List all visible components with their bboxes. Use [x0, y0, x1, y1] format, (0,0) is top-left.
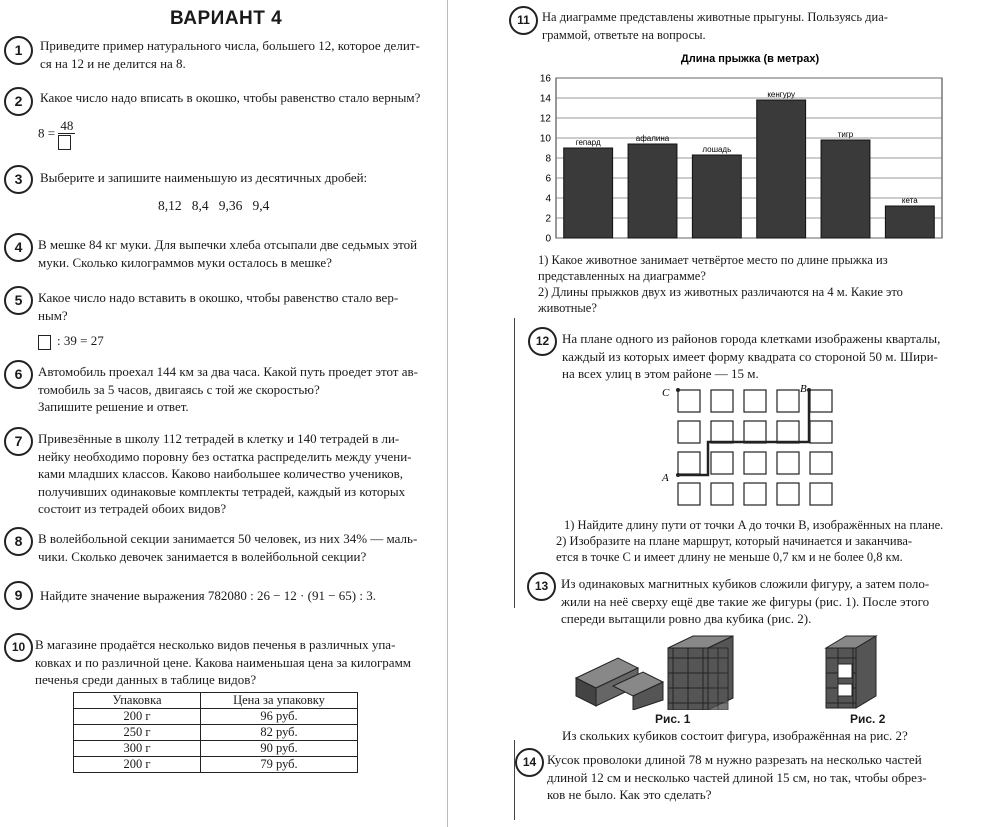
table-header: Цена за упаковку — [201, 693, 358, 709]
bar-гепард — [564, 148, 613, 238]
city-block — [810, 390, 832, 412]
bar-афалина — [628, 144, 677, 238]
problem-number: 12 — [528, 327, 557, 356]
problem-number: 5 — [4, 286, 33, 315]
point-c-label: C — [662, 387, 670, 399]
city-block — [744, 452, 766, 474]
y-tick-label: 4 — [545, 193, 551, 205]
y-tick-label: 14 — [539, 93, 551, 105]
chart-title: Длина прыжка (в метрах) — [680, 53, 820, 65]
table-cell: 300 г — [74, 741, 201, 757]
problem-text: Кусок проволоки длиной 78 м нужно разрезать на несколько частей длиной 12 см и несколько частей длиной 15 см, но так, чтобы обрез- ков не было. Как это сделать? — [547, 752, 927, 802]
fraction: 48 — [58, 119, 75, 150]
city-block — [744, 483, 766, 505]
bar-кета — [885, 206, 934, 238]
problem-7 — [0, 427, 448, 522]
bar-тигр — [821, 140, 870, 238]
city-block — [711, 483, 733, 505]
problem-10 — [0, 633, 448, 693]
figure-2-caption: Рис. 2 — [850, 712, 886, 726]
bar-label: афалина — [635, 134, 670, 143]
problem-3 — [0, 165, 448, 220]
table-cell: 250 г — [74, 725, 201, 741]
problem-14 — [450, 748, 1000, 818]
y-tick-label: 2 — [545, 213, 551, 225]
table-header-row — [74, 693, 358, 709]
problem-number: 8 — [4, 527, 33, 556]
bar-label: гепард — [575, 138, 601, 147]
table-row — [74, 725, 358, 741]
city-block — [777, 421, 799, 443]
bar-лошадь — [692, 155, 741, 238]
city-block — [777, 390, 799, 412]
problem-text: Какое число надо вписать в окошко, чтобы равенство стало верным? — [40, 90, 421, 105]
problem-2 — [0, 85, 448, 155]
table-cell: 200 г — [74, 757, 201, 773]
point-a — [676, 473, 680, 477]
variant-title: ВАРИАНТ 4 — [170, 8, 283, 29]
table-cell: 96 руб. — [201, 709, 358, 725]
problem-text: Какое число надо вставить в окошко, чтобы равенство стало вер- ным? — [38, 290, 399, 323]
equation: 8 = 48 — [38, 119, 75, 150]
table-cell: 200 г — [74, 709, 201, 725]
bar-label: тигр — [837, 130, 854, 139]
problem-1 — [0, 33, 448, 78]
problem-12 — [450, 327, 1000, 387]
figure-2-tower — [826, 636, 876, 708]
city-block — [810, 421, 832, 443]
right-page — [450, 0, 1000, 827]
problem-13-question: Из скольких кубиков состоит фигура, изображённая на рис. 2? — [562, 728, 908, 743]
problem-text: На плане одного из районов города клетками изображены кварталы, каждый из которых имеет форму квадрата со стороной 50 м. Шири- на всех улиц в этом районе — 15 м. — [562, 331, 941, 381]
problem-6 — [0, 360, 448, 420]
equation: : 39 = 27 — [38, 332, 104, 350]
figure-1-caption: Рис. 1 — [655, 712, 691, 726]
problem-4 — [0, 233, 448, 278]
problem-text: Из одинаковых магнитных кубиков сложили фигуру, а затем поло- жили на неё сверху ещё две такие же фигуры (рис. 1). После этого спереди вытащили ровно два кубика (рис. 2). — [561, 576, 930, 626]
bar-label: кета — [901, 196, 918, 205]
problem-number: 10 — [4, 633, 33, 662]
problem-text: На диаграмме представлены животные прыгуны. Пользуясь диа- граммой, ответьте на вопросы. — [542, 10, 888, 42]
price-table — [73, 692, 358, 773]
jump-length-chart — [530, 48, 950, 248]
city-block — [678, 421, 700, 443]
problem-number: 9 — [4, 581, 33, 610]
table-row — [74, 757, 358, 773]
bar-label: кенгуру — [767, 90, 795, 99]
table-cell: 82 руб. — [201, 725, 358, 741]
cube-figures — [568, 628, 948, 710]
problem-11-questions: 1) Какое животное занимает четвёртое место по длине прыжка из представленных на диаграмме? 2) Длины прыжков двух из животных различаются на 4 м. Какие это животные? — [538, 253, 903, 315]
problem-number: 2 — [4, 87, 33, 116]
bar-label: лошадь — [702, 145, 732, 154]
problem-number: 11 — [509, 6, 538, 35]
problem-text: В магазине продаётся несколько видов печенья в различных упа- ковках и по различной цене. Какова наименьшая цена за килограмм печенья среди данных в таблице видов? — [35, 637, 412, 687]
point-a-label: A — [662, 472, 669, 484]
decimal-options: 8,12 8,4 9,36 9,4 — [158, 198, 270, 213]
problem-5 — [0, 286, 448, 356]
city-block — [678, 390, 700, 412]
y-tick-label: 8 — [545, 153, 551, 165]
city-block — [711, 390, 733, 412]
y-tick-label: 6 — [545, 173, 551, 185]
table-row — [74, 709, 358, 725]
city-block — [678, 452, 700, 474]
problem-number: 13 — [527, 572, 556, 601]
problem-number: 6 — [4, 360, 33, 389]
city-block — [711, 452, 733, 474]
city-block — [810, 452, 832, 474]
problem-8 — [0, 527, 448, 572]
problem-number: 4 — [4, 233, 33, 262]
y-tick-label: 0 — [545, 233, 551, 245]
problem-number: 14 — [515, 748, 544, 777]
city-block — [810, 483, 832, 505]
city-block — [777, 452, 799, 474]
answer-box — [58, 135, 71, 150]
table-cell: 90 руб. — [201, 741, 358, 757]
problem-text: Найдите значение выражения 782080 : 26 − 12 · (91 − 65) : 3. — [40, 588, 376, 603]
city-block — [678, 483, 700, 505]
table-row — [74, 741, 358, 757]
table-cell: 79 руб. — [201, 757, 358, 773]
problem-number: 3 — [4, 165, 33, 194]
figure-u-shape — [576, 658, 663, 710]
problem-13 — [450, 572, 1000, 632]
problem-11 — [450, 6, 1000, 46]
city-plan-grid — [660, 380, 850, 515]
chart-y-ticks — [540, 74, 552, 245]
problem-text: В мешке 84 кг муки. Для выпечки хлеба отсыпали две седьмых этой муки. Сколько килограммов муки осталось в мешке? — [38, 237, 418, 270]
problem-9 — [0, 581, 448, 611]
point-b-label: B — [800, 383, 807, 395]
problem-text: Автомобиль проехал 144 км за два часа. Какой путь проедет этот ав- томобиль за 5 часов, двигаясь с той же скоростью? Запишите решение и ответ. — [38, 364, 418, 414]
y-tick-label: 10 — [539, 133, 551, 145]
problem-number: 1 — [4, 36, 33, 65]
point-b — [807, 388, 811, 392]
y-tick-label: 12 — [539, 113, 551, 125]
city-block — [777, 483, 799, 505]
problem-text: Привезённые в школу 112 тетрадей в клетку и 140 тетрадей в ли- нейку необходимо поровну без остатка распределить между учени- ками младших классов. Каково наибольшее количество учеников, получивших одинаковые комплекты тетрадей, каждый из которых состоит из тетрадей обоих видов? — [38, 431, 412, 516]
table-header: Упаковка — [74, 693, 201, 709]
y-tick-label: 16 — [539, 73, 551, 85]
city-block — [711, 421, 733, 443]
answer-box — [38, 335, 51, 350]
bar-кенгуру — [757, 100, 806, 238]
city-block — [744, 390, 766, 412]
problem-text: Выберите и запишите наименьшую из десятичных дробей: — [40, 170, 368, 185]
point-c — [676, 388, 680, 392]
problem-12-questions: 1) Найдите длину пути от точки A до точки B, изображённых на плане. 2) Изобразите на плане маршрут, который начинается и заканчива- ется в точке C и имеет длину не меньше 0,7 км и не более 0,8 км. — [556, 518, 944, 564]
left-page — [0, 0, 448, 827]
problem-text: В волейбольной секции занимается 50 человек, из них 34% — маль- чики. Сколько девочек занимается в волейбольной секции? — [38, 531, 418, 564]
figure-1-tower — [668, 636, 733, 710]
chart-gridlines — [556, 78, 942, 238]
chart-bars — [564, 100, 935, 238]
city-block — [744, 421, 766, 443]
problem-text: Приведите пример натурального числа, большего 12, которое делит- ся на 12 и не делится на 8. — [40, 38, 420, 71]
problem-number: 7 — [4, 427, 33, 456]
